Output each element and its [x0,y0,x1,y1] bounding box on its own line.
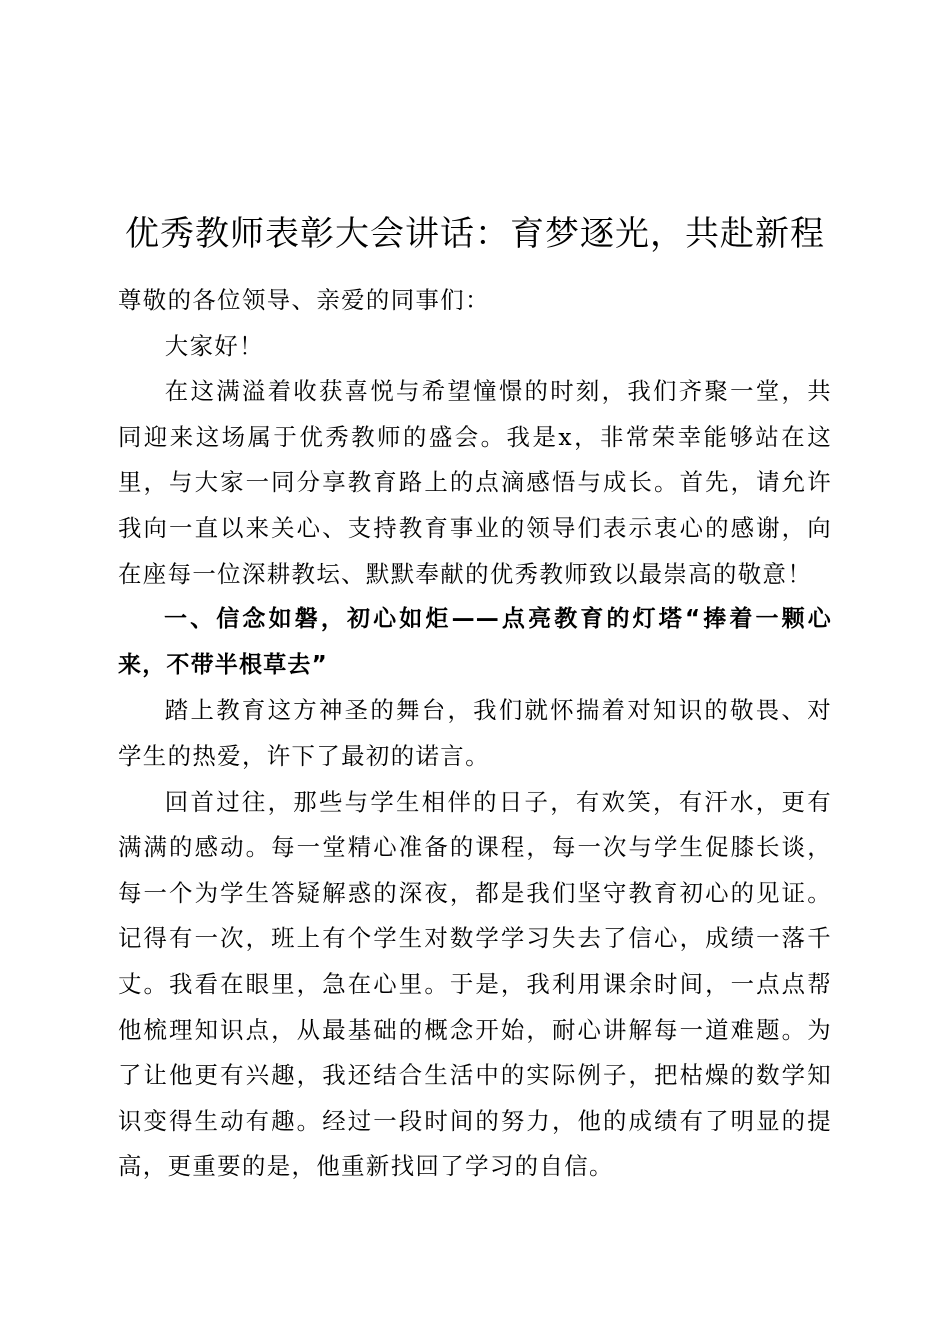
section-paragraph: 回首过往，那些与学生相伴的日子，有欢笑，有汗水，更有满满的感动。每一堂精心准备的课程，每一次与学生促膝长谈，每一个为学生答疑解惑的深夜，都是我们坚守教育初心的见证。记得有一次，班上有个学生对数学学习失去了信心，成绩一落千丈。我看在眼里，急在心里。于是，我利用课余时间，一点点帮他梳理知识点，从最基础的概念开始，耐心讲解每一道难题。为了让他更有兴趣，我还结合生活中的实际例子，把枯燥的数学知识变得生动有趣。经过一段时间的努力，他的成绩有了明显的提高，更重要的是，他重新找回了学习的自信。 [118,787,832,1181]
greeting: 大家好！ [164,331,264,360]
section-heading: 一、信念如磐，初心如炬——点亮教育的灯塔“捧着一颗心来，不带半根草去” [118,606,832,678]
section-paragraph: 踏上教育这方神圣的舞台，我们就怀揣着对知识的敬畏、对学生的热爱，许下了最初的诺言。 [118,696,832,770]
salutation: 尊敬的各位领导、亲爱的同事们： [118,286,490,314]
document-body [118,278,832,1190]
opening-paragraph: 在这满溢着收获喜悦与希望憧憬的时刻，我们齐聚一堂，共同迎来这场属于优秀教师的盛会。我是x，非常荣幸能够站在这里，与大家一同分享教育路上的点滴感悟与成长。首先，请允许我向一直以来关心、支持教育事业的领导们表示衷心的感谢，向在座每一位深耕教坛、默默奉献的优秀教师致以最崇高的敬意！ [118,377,832,588]
document-title: 优秀教师表彰大会讲话：育梦逐光，共赴新程 [125,214,825,254]
